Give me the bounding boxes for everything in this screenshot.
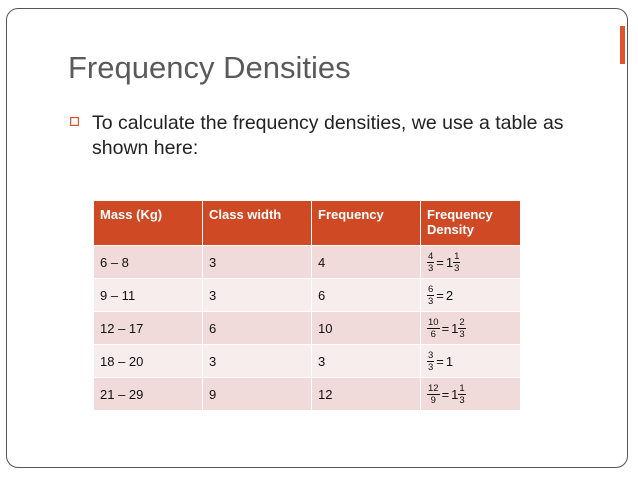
- bullet-item: [68, 111, 588, 161]
- cell-frequency-density: $\frac{12}{9}$ = 1 $\frac{1}{3}$: [421, 378, 521, 411]
- table-header-row: [94, 201, 520, 246]
- density-fraction: $\frac{6}{3}$: [428, 283, 434, 307]
- cell-frequency: 10: [312, 312, 421, 345]
- bullet-text: To calculate the frequency densities, we use a table as shown here:: [92, 112, 564, 159]
- density-whole: 2: [445, 287, 454, 303]
- density-remainder-fraction: $\frac{2}{3}$: [459, 316, 465, 340]
- cell-frequency-density: $\frac{10}{6}$ = 1 $\frac{2}{3}$: [421, 312, 521, 345]
- density-whole: 1: [451, 386, 459, 402]
- table-row: [94, 279, 520, 312]
- cell-frequency: 4: [312, 246, 421, 279]
- cell-mass: 9 – 11: [94, 279, 203, 312]
- cell-class-width: 6: [203, 312, 312, 345]
- density-whole: 1: [445, 353, 454, 369]
- cell-mass: 12 – 17: [94, 312, 203, 345]
- slide-title: Frequency Densities: [68, 50, 351, 85]
- density-whole: 1: [445, 254, 454, 270]
- table-row: [94, 378, 520, 411]
- header-class-width: Class width: [203, 201, 312, 246]
- cell-frequency: 6: [312, 279, 421, 312]
- density-whole: 1: [451, 320, 459, 336]
- cell-mass: 18 – 20: [94, 345, 203, 378]
- table-row: [94, 246, 520, 279]
- cell-mass: 21 – 29: [94, 378, 203, 411]
- table-body: [94, 246, 520, 411]
- table-row: [94, 345, 520, 378]
- cell-mass: 6 – 8: [94, 246, 203, 279]
- density-remainder-fraction: $\frac{1}{3}$: [454, 250, 460, 274]
- cell-class-width: 3: [203, 279, 312, 312]
- header-mass: Mass (Kg): [94, 201, 203, 246]
- bullet-icon: [70, 117, 79, 126]
- cell-class-width: 3: [203, 345, 312, 378]
- cell-frequency: 12: [312, 378, 421, 411]
- cell-frequency-density: $\frac{6}{3}$ = 2: [421, 279, 521, 312]
- density-fraction: $\frac{3}{3}$: [428, 349, 434, 373]
- density-fraction: $\frac{12}{9}$: [428, 382, 439, 406]
- cell-class-width: 3: [203, 246, 312, 279]
- cell-frequency-density: $\frac{3}{3}$ = 1: [421, 345, 521, 378]
- header-frequency: Frequency: [312, 201, 421, 246]
- density-fraction: $\frac{4}{3}$: [428, 250, 434, 274]
- table-row: [94, 312, 520, 345]
- header-frequency-density: Frequency Density: [421, 201, 521, 246]
- density-remainder-fraction: $\frac{1}{3}$: [459, 382, 465, 406]
- frequency-table: [94, 201, 520, 410]
- cell-class-width: 9: [203, 378, 312, 411]
- cell-frequency-density: $\frac{4}{3}$ = 1 $\frac{1}{3}$: [421, 246, 521, 279]
- accent-bar: [620, 26, 625, 64]
- density-fraction: $\frac{10}{6}$: [428, 316, 439, 340]
- cell-frequency: 3: [312, 345, 421, 378]
